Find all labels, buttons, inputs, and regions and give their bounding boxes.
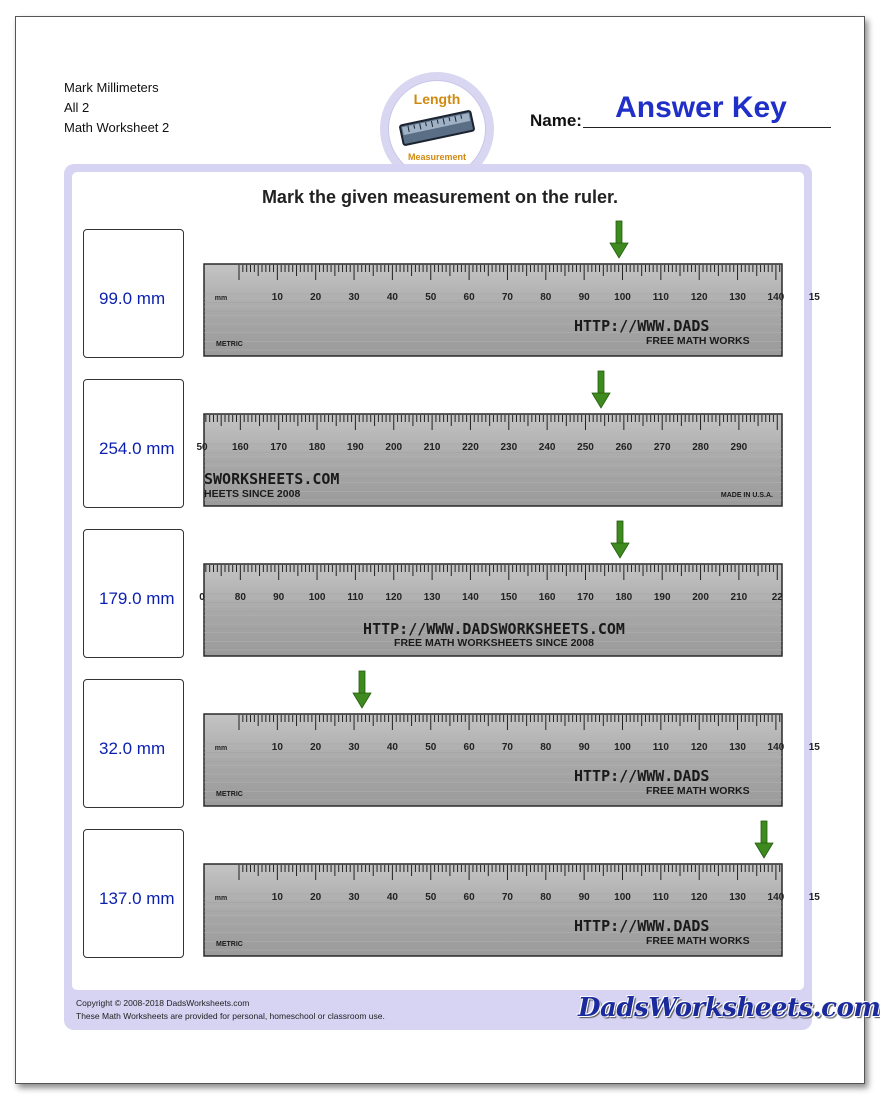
tick-label: 120 bbox=[690, 892, 708, 903]
ruler-corner-text: METRIC bbox=[216, 791, 243, 798]
tick-label: 40 bbox=[386, 742, 398, 753]
answer-arrow-icon bbox=[609, 221, 629, 264]
tick-label: 70 bbox=[501, 742, 514, 753]
tick-label: 120 bbox=[385, 592, 403, 603]
tick-label: 30 bbox=[348, 292, 360, 303]
ruler-tagline: HEETS SINCE 2008 bbox=[204, 488, 301, 500]
copyright-text: Copyright © 2008-2018 DadsWorksheets.com bbox=[76, 998, 250, 1008]
tick-label: 140 bbox=[767, 742, 785, 753]
problem-row bbox=[0, 379, 880, 529]
ruler bbox=[196, 414, 782, 511]
ruler-url: SWORKSHEETS.COM bbox=[204, 470, 340, 488]
ruler bbox=[204, 714, 820, 811]
tick-label: 70 bbox=[501, 292, 514, 303]
tick-label: 150 bbox=[500, 592, 518, 603]
tick-label: 80 bbox=[540, 742, 552, 753]
tick-label: 140 bbox=[767, 292, 785, 303]
tick-label: 170 bbox=[577, 592, 594, 603]
tick-label: 50 bbox=[196, 442, 208, 453]
tick-label: 240 bbox=[538, 442, 556, 453]
ruler bbox=[199, 564, 783, 661]
tick-label: 290 bbox=[730, 442, 748, 453]
answer-arrow-icon bbox=[591, 371, 611, 414]
problem-row bbox=[0, 229, 880, 379]
measurement-value: 254.0 mm bbox=[99, 439, 175, 458]
ruler-tagline: FREE MATH WORKS bbox=[646, 785, 750, 797]
tick-label: 110 bbox=[652, 742, 669, 753]
tick-label: 40 bbox=[386, 292, 398, 303]
tick-label: 80 bbox=[540, 892, 552, 903]
measurement-value: 99.0 mm bbox=[99, 289, 166, 308]
problem-row bbox=[0, 529, 880, 679]
meta-title: Mark Millimeters bbox=[64, 80, 159, 95]
tick-label: 260 bbox=[615, 442, 633, 453]
dadsworksheets-logo: DadsWorksheets.com bbox=[578, 993, 880, 1023]
tick-label: 22 bbox=[771, 592, 783, 603]
tick-label: 60 bbox=[463, 742, 475, 753]
tick-label: 30 bbox=[348, 892, 360, 903]
tick-label: 130 bbox=[729, 292, 746, 303]
tick-label: 15 bbox=[808, 292, 820, 303]
tick-label: 10 bbox=[271, 292, 283, 303]
ruler-url: HTTP://WWW.DADS bbox=[574, 767, 710, 785]
badge-subtitle: Measurement bbox=[407, 152, 467, 162]
meta-number: Math Worksheet 2 bbox=[64, 120, 170, 135]
tick-label: 210 bbox=[730, 592, 748, 603]
ruler-url: HTTP://WWW.DADS bbox=[574, 917, 710, 935]
tick-label: 100 bbox=[614, 742, 631, 753]
tick-label: mm bbox=[214, 295, 228, 302]
tick-label: 15 bbox=[808, 742, 820, 753]
tick-label: 220 bbox=[462, 442, 479, 453]
ruler-corner-text: MADE IN U.S.A. bbox=[720, 492, 773, 499]
tick-label: 50 bbox=[425, 742, 437, 753]
name-line bbox=[583, 127, 831, 128]
ruler-tagline: FREE MATH WORKS bbox=[646, 335, 750, 347]
tick-label: 120 bbox=[690, 742, 708, 753]
tick-label: 60 bbox=[463, 292, 475, 303]
badge-title: Length bbox=[413, 91, 461, 107]
tick-label: 70 bbox=[501, 892, 514, 903]
tick-label: 210 bbox=[423, 442, 441, 453]
tick-label: 80 bbox=[234, 592, 246, 603]
tick-label: 80 bbox=[540, 292, 552, 303]
tick-label: 130 bbox=[423, 592, 441, 603]
tick-label: 40 bbox=[386, 892, 398, 903]
tick-label: 60 bbox=[463, 892, 475, 903]
ruler-url: HTTP://WWW.DADSWORKSHEETS.COM bbox=[363, 620, 625, 638]
tick-label: 100 bbox=[614, 892, 631, 903]
tick-label: 170 bbox=[270, 442, 288, 453]
tick-label: 20 bbox=[310, 742, 322, 753]
tick-label: 10 bbox=[271, 892, 283, 903]
tick-label: mm bbox=[214, 745, 228, 752]
ruler-corner-text: METRIC bbox=[216, 341, 243, 348]
problem-row bbox=[0, 679, 880, 829]
tick-label: 0 bbox=[199, 592, 205, 603]
tick-label: 110 bbox=[652, 892, 669, 903]
tick-label: 90 bbox=[578, 892, 590, 903]
tick-label: 120 bbox=[690, 292, 708, 303]
answer-arrow-icon bbox=[754, 821, 774, 864]
tick-label: 20 bbox=[310, 292, 322, 303]
answer-key-text: Answer Key bbox=[615, 91, 787, 124]
tick-label: 10 bbox=[271, 742, 283, 753]
measurement-value: 179.0 mm bbox=[99, 589, 175, 608]
ruler-tagline: FREE MATH WORKSHEETS SINCE 2008 bbox=[394, 637, 594, 649]
ruler bbox=[204, 264, 820, 361]
tick-label: 180 bbox=[615, 592, 633, 603]
usage-notice: These Math Worksheets are provided for personal, homeschool or classroom use. bbox=[76, 1011, 385, 1021]
tick-label: 50 bbox=[425, 892, 437, 903]
footer-text bbox=[76, 997, 385, 1023]
tick-label: 90 bbox=[273, 592, 285, 603]
tick-label: 180 bbox=[308, 442, 326, 453]
ruler-url: HTTP://WWW.DADS bbox=[574, 317, 710, 335]
tick-label: 100 bbox=[614, 292, 631, 303]
name-label: Name: bbox=[530, 111, 582, 130]
ruler bbox=[204, 864, 820, 961]
tick-label: 100 bbox=[308, 592, 326, 603]
tick-label: 270 bbox=[653, 442, 671, 453]
tick-label: 90 bbox=[578, 742, 590, 753]
answer-arrow-icon bbox=[610, 521, 630, 564]
tick-label: 250 bbox=[577, 442, 594, 453]
tick-label: 130 bbox=[729, 742, 746, 753]
tick-label: 190 bbox=[347, 442, 364, 453]
tick-label: 30 bbox=[348, 742, 360, 753]
tick-label: mm bbox=[214, 895, 228, 902]
tick-label: 280 bbox=[692, 442, 709, 453]
tick-label: 140 bbox=[462, 592, 479, 603]
measurement-value: 137.0 mm bbox=[99, 889, 175, 908]
tick-label: 110 bbox=[652, 292, 669, 303]
answer-arrow-icon bbox=[352, 671, 372, 714]
tick-label: 190 bbox=[653, 592, 671, 603]
tick-label: 90 bbox=[578, 292, 590, 303]
tick-label: 15 bbox=[808, 892, 820, 903]
tick-label: 160 bbox=[538, 592, 556, 603]
tick-label: 160 bbox=[232, 442, 249, 453]
worksheet-meta bbox=[64, 78, 169, 138]
problem-row bbox=[0, 829, 880, 979]
measurement-value: 32.0 mm bbox=[99, 739, 166, 758]
tick-label: 50 bbox=[425, 292, 437, 303]
ruler-icon bbox=[397, 108, 477, 148]
tick-label: 110 bbox=[347, 592, 364, 603]
tick-label: 140 bbox=[767, 892, 785, 903]
instruction-heading: Mark the given measurement on the ruler. bbox=[261, 187, 619, 207]
tick-label: 230 bbox=[500, 442, 518, 453]
tick-label: 20 bbox=[310, 892, 322, 903]
tick-label: 200 bbox=[692, 592, 709, 603]
meta-set: All 2 bbox=[64, 100, 90, 115]
tick-label: 130 bbox=[729, 892, 746, 903]
ruler-tagline: FREE MATH WORKS bbox=[646, 935, 750, 947]
ruler-corner-text: METRIC bbox=[216, 941, 243, 948]
tick-label: 200 bbox=[385, 442, 403, 453]
